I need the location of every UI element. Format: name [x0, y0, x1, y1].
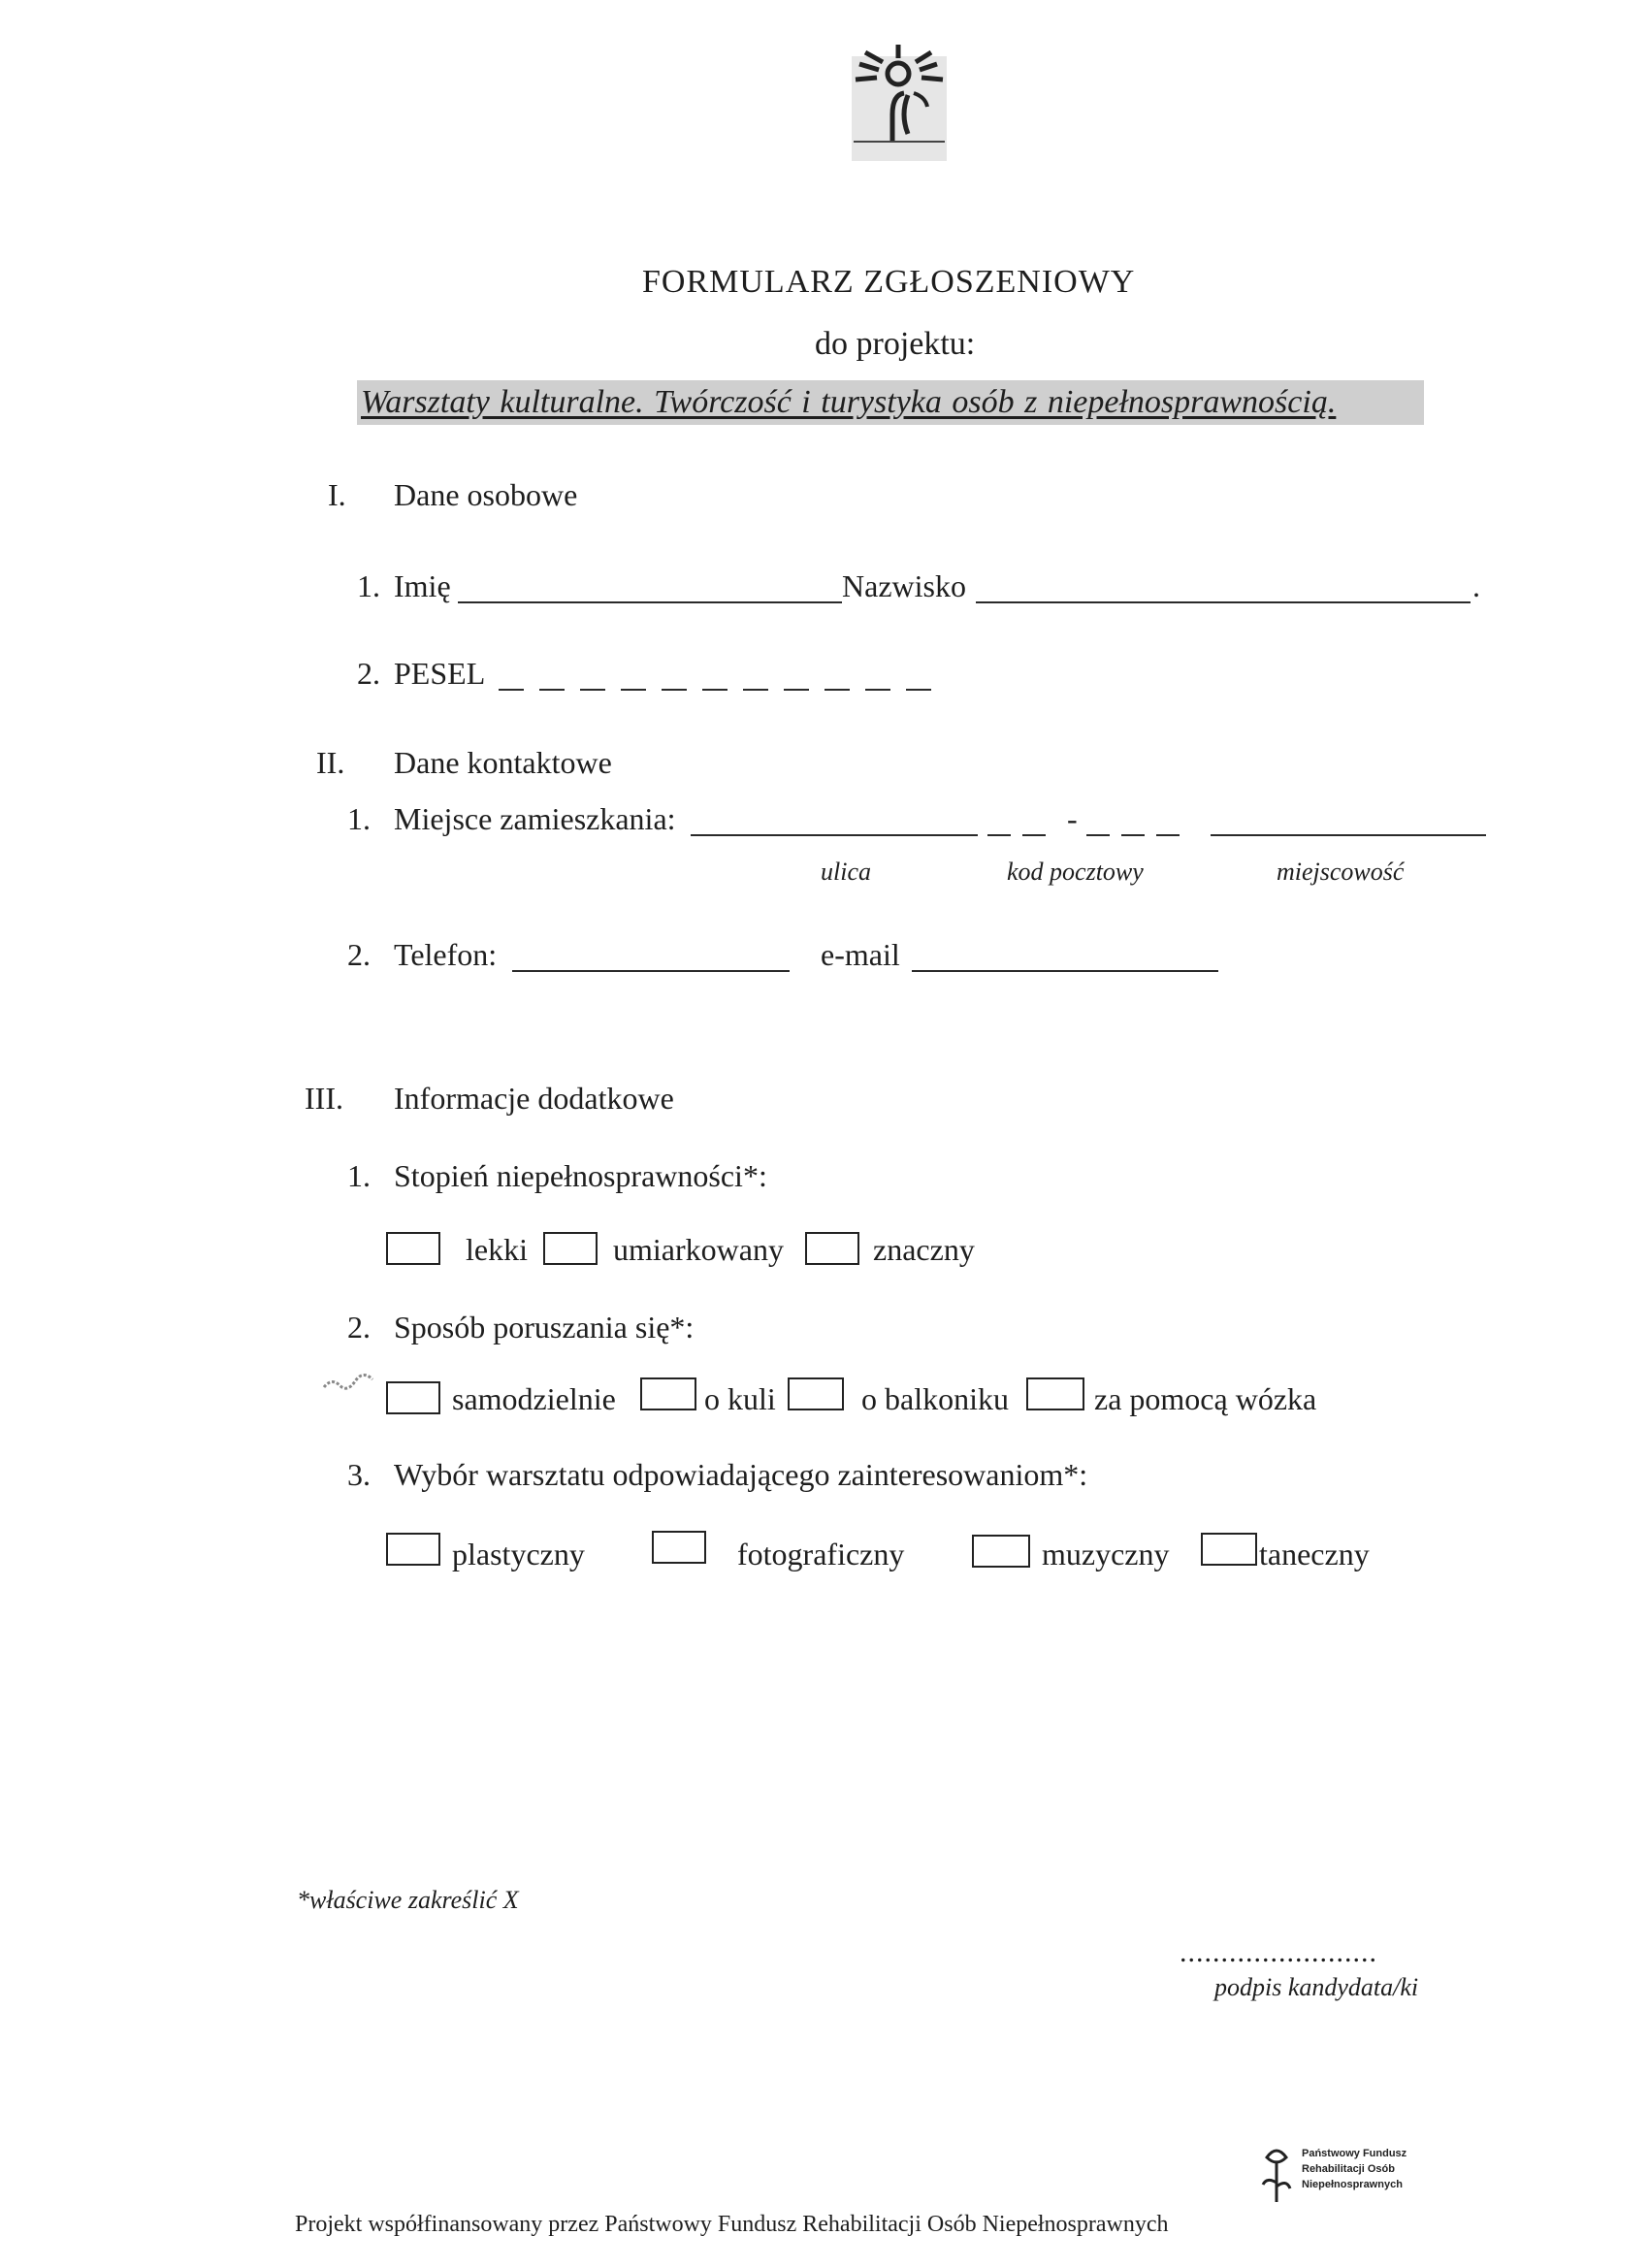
checkbox-plastyczny[interactable] [386, 1533, 440, 1566]
postal-code-field[interactable] [987, 834, 1209, 838]
first-name-field[interactable] [458, 601, 842, 603]
postal-caption: kod pocztowy [1007, 858, 1144, 886]
option-plastyczny: plastyczny [452, 1537, 585, 1571]
checkbox-o-kuli[interactable] [640, 1377, 696, 1410]
form-subtitle: do projektu: [815, 326, 976, 362]
item-2-2-number: 2. [347, 937, 371, 972]
footnote: *właściwe zakreślić X [297, 1886, 519, 1914]
pfron-logo [1257, 2144, 1432, 2206]
top-logo [846, 37, 953, 163]
pfron-flower-icon [1257, 2144, 1296, 2206]
city-field[interactable] [1211, 834, 1486, 836]
checkbox-samodzielnie[interactable] [386, 1381, 440, 1414]
checkbox-umiarkowany[interactable] [543, 1232, 598, 1265]
option-samodzielnie: samodzielnie [452, 1381, 616, 1416]
checkbox-lekki[interactable] [386, 1232, 440, 1265]
checkbox-o-balkoniku[interactable] [788, 1377, 844, 1410]
section-3-heading: Informacje dodatkowe [394, 1081, 674, 1116]
option-fotograficzny: fotograficzny [737, 1537, 905, 1571]
signature-line[interactable]: ........................ [1180, 1936, 1377, 1968]
pfron-text-2: Rehabilitacji Osób [1302, 2163, 1395, 2175]
footer-text: Projekt współfinansowany przez Państwowy Fundusz Rehabilitacji Osób Niepełnosprawnych [295, 2212, 1169, 2237]
name-line-end: . [1472, 568, 1480, 603]
item-2-1-number: 1. [347, 801, 371, 836]
last-name-label: Nazwisko [842, 568, 966, 603]
section-3-numeral: III. [305, 1081, 343, 1116]
option-taneczny: taneczny [1259, 1537, 1370, 1571]
email-field[interactable] [912, 970, 1218, 972]
section-2-heading: Dane kontaktowe [394, 745, 612, 780]
disability-degree-label: Stopień niepełnosprawności*: [394, 1158, 767, 1193]
pesel-field[interactable] [499, 689, 941, 693]
city-caption: miejscowość [1277, 858, 1405, 886]
checkbox-za-pomoca-wozka[interactable] [1026, 1377, 1084, 1410]
email-label: e-mail [821, 937, 900, 972]
pesel-label: PESEL [394, 656, 486, 691]
phone-field[interactable] [512, 970, 790, 972]
item-1-2-number: 2. [357, 656, 380, 691]
section-1-heading: Dane osobowe [394, 477, 578, 512]
item-3-1-number: 1. [347, 1158, 371, 1193]
item-1-1-number: 1. [357, 568, 380, 603]
workshop-choice-label: Wybór warsztatu odpowiadającego zainteresowaniom*: [394, 1457, 1088, 1492]
section-1-numeral: I. [328, 477, 346, 512]
pfron-text-1: Państwowy Fundusz [1302, 2148, 1407, 2159]
phone-label: Telefon: [394, 937, 498, 972]
option-lekki: lekki [466, 1232, 528, 1267]
checkbox-fotograficzny[interactable] [652, 1531, 706, 1564]
option-muzyczny: muzyczny [1042, 1537, 1170, 1571]
street-field[interactable] [691, 834, 978, 836]
option-o-balkoniku: o balkoniku [861, 1381, 1009, 1416]
checkbox-taneczny[interactable] [1201, 1533, 1257, 1566]
signature-caption: podpis kandydata/ki [1214, 1973, 1419, 2001]
street-caption: ulica [821, 858, 871, 886]
first-name-label: Imię [394, 568, 451, 603]
item-3-3-number: 3. [347, 1457, 371, 1492]
scan-smudge [320, 1368, 378, 1397]
mobility-label: Sposób poruszania się*: [394, 1310, 695, 1345]
project-name: Warsztaty kulturalne. Twórczość i turystyka osób z niepełnosprawnością. [361, 384, 1337, 420]
item-3-2-number: 2. [347, 1310, 371, 1345]
option-umiarkowany: umiarkowany [613, 1232, 784, 1267]
option-za-pomoca-wozka: za pomocą wózka [1094, 1381, 1317, 1416]
checkbox-muzyczny[interactable] [972, 1535, 1030, 1568]
option-o-kuli: o kuli [704, 1381, 776, 1416]
last-name-field[interactable] [976, 601, 1471, 603]
option-znaczny: znaczny [873, 1232, 975, 1267]
checkbox-znaczny[interactable] [805, 1232, 859, 1265]
form-title: FORMULARZ ZGŁOSZENIOWY [642, 264, 1136, 300]
section-2-numeral: II. [316, 745, 345, 780]
address-label: Miejsce zamieszkania: [394, 801, 676, 836]
pfron-text-3: Niepełnosprawnych [1302, 2179, 1403, 2190]
postal-separator: - [1067, 801, 1078, 836]
